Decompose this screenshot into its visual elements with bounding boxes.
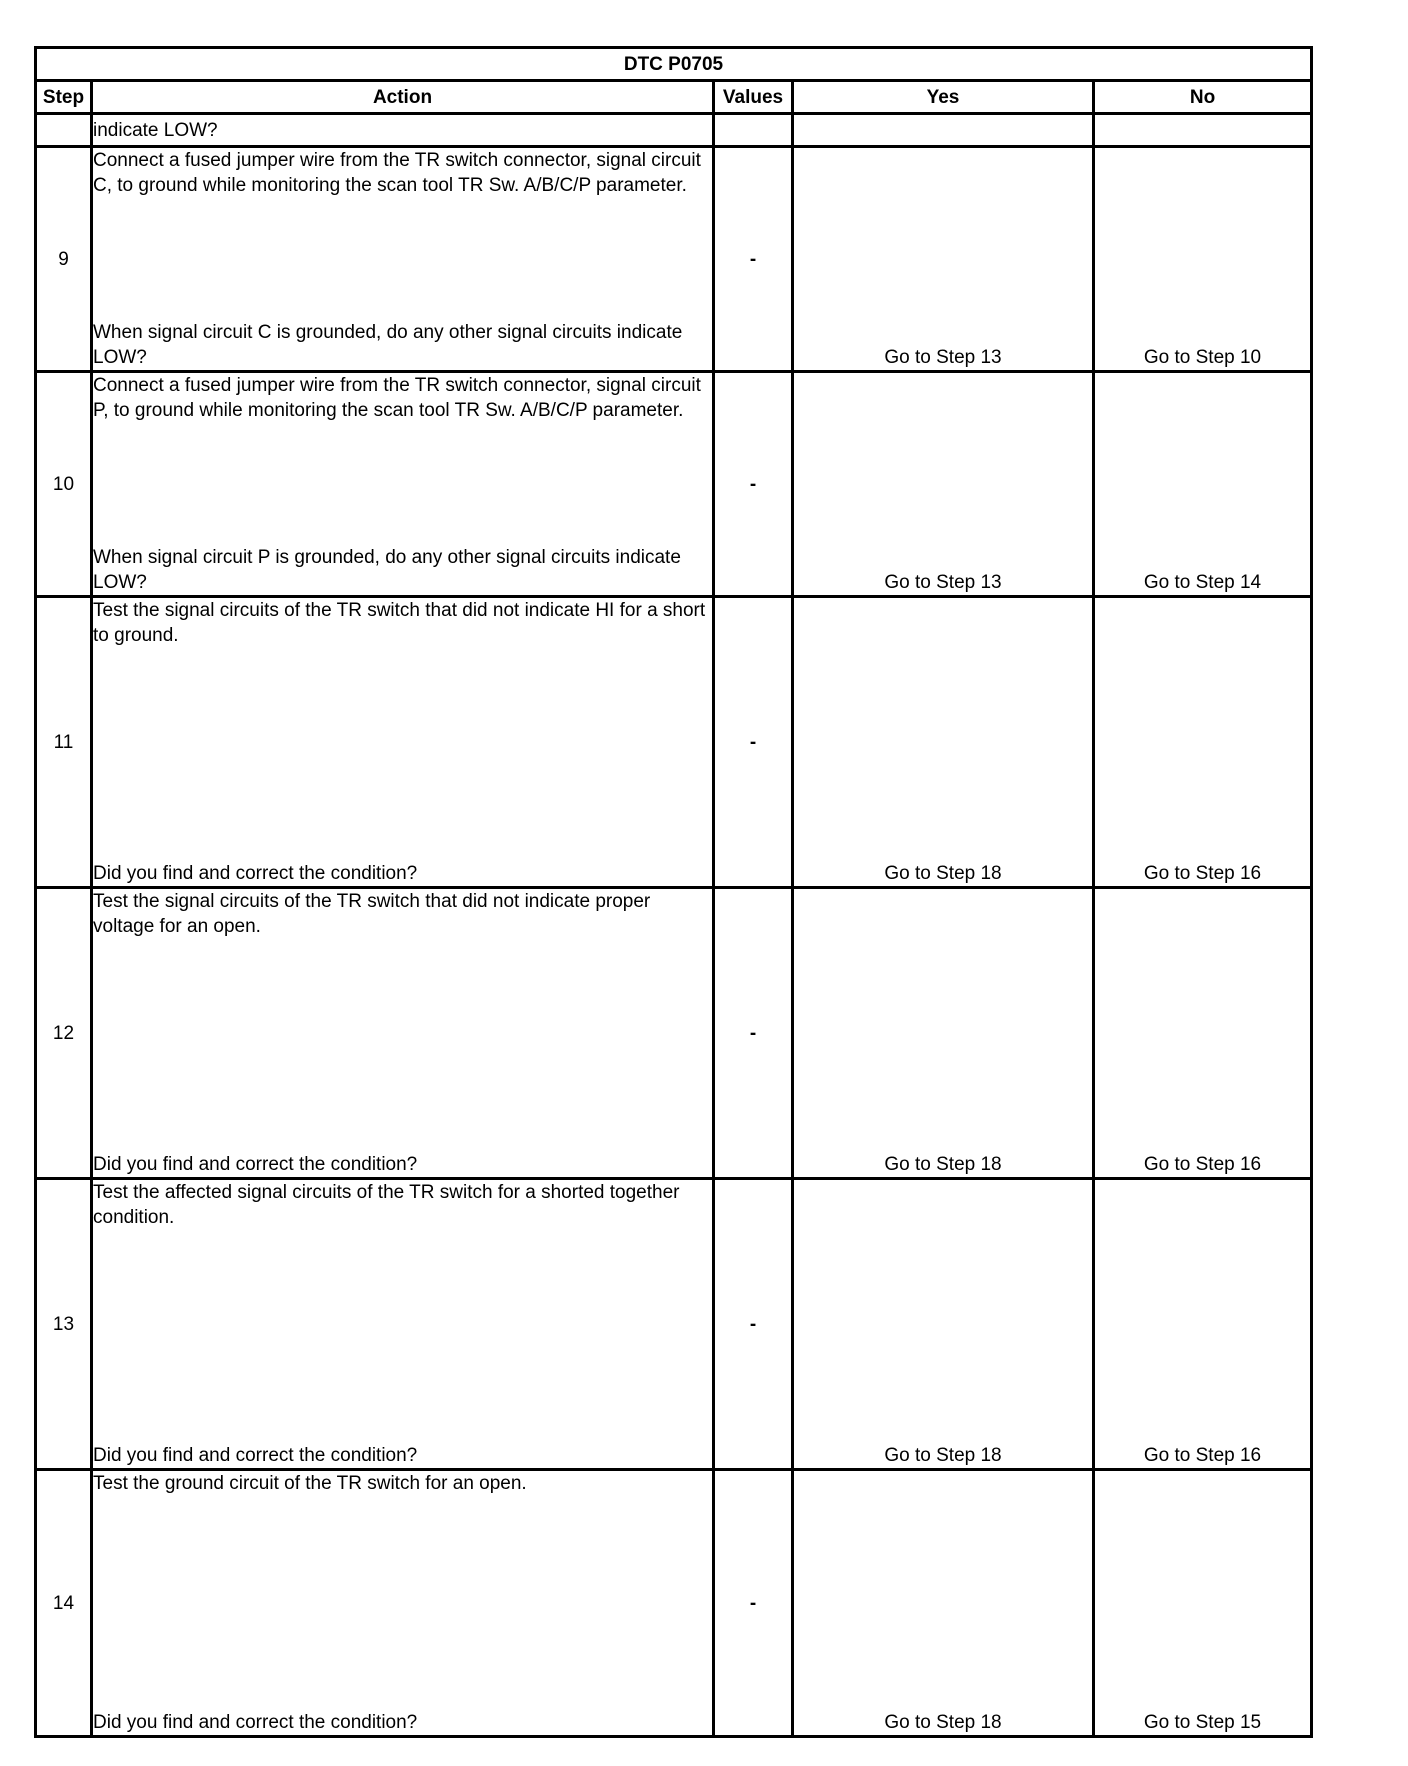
step-number: 9 [36, 147, 92, 372]
values-cell: - [714, 888, 793, 1179]
action-cell [92, 597, 714, 888]
action-cell: indicate LOW? [92, 114, 714, 147]
values-cell: - [714, 372, 793, 597]
table-row [36, 147, 1312, 372]
values-cell [714, 114, 793, 147]
table-row [36, 888, 1312, 1179]
values-cell: - [714, 597, 793, 888]
action-instruction: Test the ground circuit of the TR switch for an open. [93, 1473, 527, 1494]
yes-cell: Go to Step 18 [793, 1179, 1094, 1470]
values-cell: - [714, 1470, 793, 1737]
action-question: Did you find and correct the condition? [93, 863, 418, 884]
table-row [36, 1470, 1312, 1737]
values-cell: - [714, 147, 793, 372]
action-cell [92, 1470, 714, 1737]
action-cell [92, 372, 714, 597]
action-question: Did you find and correct the condition? [93, 1154, 418, 1175]
table-row [36, 597, 1312, 888]
table-row [36, 1179, 1312, 1470]
yes-cell: Go to Step 13 [793, 147, 1094, 372]
yes-cell [793, 114, 1094, 147]
no-cell [1094, 114, 1312, 147]
no-cell: Go to Step 16 [1094, 597, 1312, 888]
values-cell: - [714, 1179, 793, 1470]
action-instruction: Test the signal circuits of the TR switch that did not indicate proper voltage for an open. [93, 891, 651, 937]
header-action: Action [92, 81, 714, 114]
continuation-row [36, 114, 1312, 147]
yes-cell: Go to Step 18 [793, 888, 1094, 1179]
action-question: Did you find and correct the condition? [93, 1445, 418, 1466]
action-cell [92, 888, 714, 1179]
step-number: 11 [36, 597, 92, 888]
action-cell [92, 1179, 714, 1470]
table-title-row [36, 48, 1312, 81]
header-step: Step [36, 81, 92, 114]
action-question: Did you find and correct the condition? [93, 1712, 418, 1733]
no-cell: Go to Step 10 [1094, 147, 1312, 372]
header-yes: Yes [793, 81, 1094, 114]
table-title: DTC P0705 [36, 48, 1312, 81]
action-instruction: Connect a fused jumper wire from the TR switch connector, signal circuit C, to ground while monitoring the scan tool TR Sw. A/B/C/P parameter. [93, 150, 701, 196]
action-instruction: Connect a fused jumper wire from the TR switch connector, signal circuit P, to ground while monitoring the scan tool TR Sw. A/B/C/P parameter. [93, 375, 701, 421]
step-number: 13 [36, 1179, 92, 1470]
step-number: 14 [36, 1470, 92, 1737]
action-instruction: Test the affected signal circuits of the TR switch for a shorted together condition. [93, 1182, 680, 1228]
action-question: When signal circuit P is grounded, do any other signal circuits indicate LOW? [93, 547, 681, 593]
no-cell: Go to Step 15 [1094, 1470, 1312, 1737]
action-cell [92, 147, 714, 372]
table-header-row [36, 81, 1312, 114]
header-no: No [1094, 81, 1312, 114]
yes-cell: Go to Step 18 [793, 597, 1094, 888]
action-question: When signal circuit C is grounded, do any other signal circuits indicate LOW? [93, 322, 683, 368]
header-values: Values [714, 81, 793, 114]
step-number: 10 [36, 372, 92, 597]
table-row [36, 372, 1312, 597]
yes-cell: Go to Step 13 [793, 372, 1094, 597]
action-instruction: Test the signal circuits of the TR switch that did not indicate HI for a short to ground. [93, 600, 706, 646]
step-cell [36, 114, 92, 147]
step-number: 12 [36, 888, 92, 1179]
no-cell: Go to Step 16 [1094, 1179, 1312, 1470]
yes-cell: Go to Step 18 [793, 1470, 1094, 1737]
no-cell: Go to Step 14 [1094, 372, 1312, 597]
dtc-table [34, 46, 1313, 1738]
no-cell: Go to Step 16 [1094, 888, 1312, 1179]
